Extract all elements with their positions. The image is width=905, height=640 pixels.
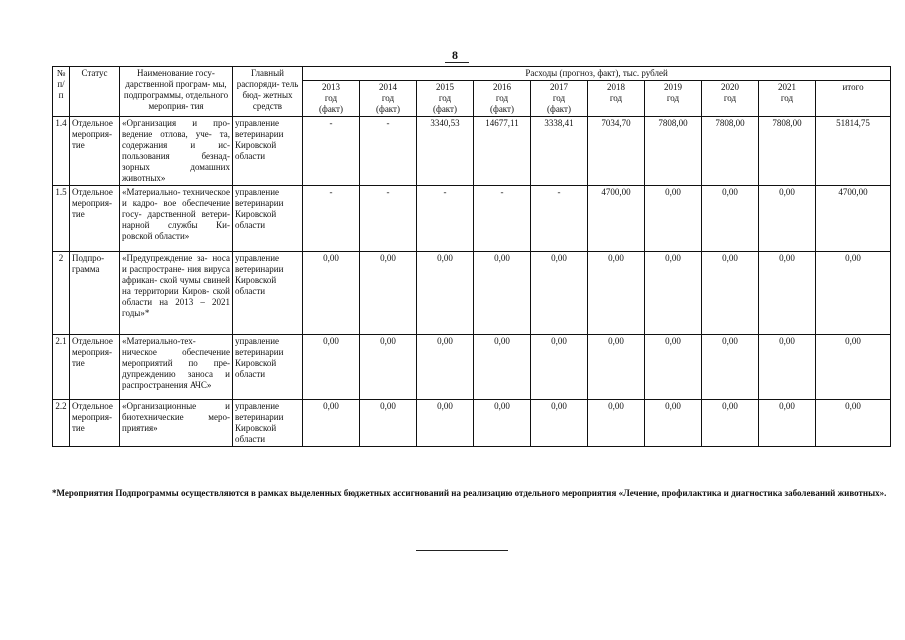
row-no: 2 [53,252,70,335]
page-number-underline [445,62,469,63]
row-value-2015: 0,00 [417,335,474,400]
row-name: «Предупреждение за- носа и распростране- ния вируса африкан- ской чумы свиней на территории Киров- ской области на 2013 – 2021 годы»* [120,252,233,335]
row-status: Подпро- грамма [70,252,120,335]
row-manager: управление ветеринарии Кировской области [233,400,303,447]
table-row [53,186,891,252]
table-row [53,252,891,335]
row-value-2014: 0,00 [360,252,417,335]
row-no: 1.4 [53,117,70,186]
header-year-2021: 2021 год [759,81,816,117]
row-manager: управление ветеринарии Кировской области [233,335,303,400]
page-number: 8 [452,48,458,62]
row-value-2021: 7808,00 [759,117,816,186]
row-name: «Организация и про- ведение отлова, уче- та, содержания и ис- пользования безнад- зорных домашних животных» [120,117,233,186]
header-year-2016: 2016 год (факт) [474,81,531,117]
row-value-2019: 0,00 [645,400,702,447]
row-value-2020: 0,00 [702,400,759,447]
table-row [53,335,891,400]
header-year-2017: 2017 год (факт) [531,81,588,117]
header-year-2020: 2020 год [702,81,759,117]
row-value-2016: 0,00 [474,252,531,335]
row-value-2013: 0,00 [303,252,360,335]
row-value-2014: - [360,117,417,186]
row-value-2017: 0,00 [531,400,588,447]
row-value-2021: 0,00 [759,335,816,400]
row-manager: управление ветеринарии Кировской области [233,117,303,186]
row-value-2013: 0,00 [303,400,360,447]
row-name: «Материально- техническое и кадро- вое обеспечение госу- дарственной ветери- нарной службы Ки- ровской области» [120,186,233,252]
row-value-2018: 0,00 [588,335,645,400]
header-name: Наименование госу- дарственной програм- мы, подпрограммы, отдельного мероприя- тия [120,67,233,117]
row-value-2019: 0,00 [645,335,702,400]
header-expenses: Расходы (прогноз, факт), тыс. рублей [303,67,891,81]
header-manager: Главный распоряди- тель бюд- жетных средств [233,67,303,117]
row-value-total: 4700,00 [816,186,891,252]
row-value-2014: 0,00 [360,335,417,400]
header-year-2013: 2013 год (факт) [303,81,360,117]
row-status: Отдельное мероприя- тие [70,117,120,186]
row-value-total: 0,00 [816,252,891,335]
row-value-2016: 14677,11 [474,117,531,186]
row-value-2021: 0,00 [759,186,816,252]
row-value-2020: 0,00 [702,186,759,252]
header-total: итого [816,81,891,117]
row-value-2020: 7808,00 [702,117,759,186]
row-value-2017: 0,00 [531,335,588,400]
row-value-2015: 0,00 [417,252,474,335]
row-status: Отдельное мероприя- тие [70,186,120,252]
table-row [53,117,891,186]
row-value-2018: 0,00 [588,400,645,447]
row-name: «Материально-тех- ническое обеспечение мероприятий по пре- дупреждению заноса и распространения АЧС» [120,335,233,400]
header-year-2019: 2019 год [645,81,702,117]
row-manager: управление ветеринарии Кировской области [233,252,303,335]
row-value-total: 51814,75 [816,117,891,186]
row-value-2020: 0,00 [702,335,759,400]
budget-table [52,66,891,447]
table-row [53,400,891,447]
row-value-2015: - [417,186,474,252]
row-value-2017: 0,00 [531,252,588,335]
row-no: 1.5 [53,186,70,252]
row-no: 2.2 [53,400,70,447]
row-name: «Организационные и биотехнические меро- приятия» [120,400,233,447]
header-year-2014: 2014 год (факт) [360,81,417,117]
row-value-total: 0,00 [816,400,891,447]
row-value-2021: 0,00 [759,252,816,335]
row-value-2016: 0,00 [474,400,531,447]
row-value-2017: - [531,186,588,252]
header-status: Статус [70,67,120,117]
closing-line [416,550,508,551]
row-value-2015: 0,00 [417,400,474,447]
row-value-2019: 0,00 [645,252,702,335]
header-row-1 [53,67,891,81]
row-value-2019: 7808,00 [645,117,702,186]
row-value-2017: 3338,41 [531,117,588,186]
row-value-2015: 3340,53 [417,117,474,186]
row-value-2020: 0,00 [702,252,759,335]
row-value-2016: - [474,186,531,252]
row-value-2019: 0,00 [645,186,702,252]
row-status: Отдельное мероприя- тие [70,400,120,447]
row-value-2021: 0,00 [759,400,816,447]
row-manager: управление ветеринарии Кировской области [233,186,303,252]
row-value-total: 0,00 [816,335,891,400]
row-value-2013: 0,00 [303,335,360,400]
row-value-2018: 0,00 [588,252,645,335]
row-value-2016: 0,00 [474,335,531,400]
row-value-2018: 4700,00 [588,186,645,252]
row-value-2018: 7034,70 [588,117,645,186]
row-value-2013: - [303,186,360,252]
header-year-2015: 2015 год (факт) [417,81,474,117]
row-value-2014: 0,00 [360,400,417,447]
footnote: *Мероприятия Подпрограммы осуществляются в рамках выделенных бюджетных ассигнований на реализацию отдельного мероприятия «Лечение, профилактика и диагностика заболеваний животных». [52,488,887,498]
row-no: 2.1 [53,335,70,400]
row-value-2013: - [303,117,360,186]
header-year-2018: 2018 год [588,81,645,117]
header-no: № п/п [53,67,70,117]
row-value-2014: - [360,186,417,252]
row-status: Отдельное мероприя- тие [70,335,120,400]
